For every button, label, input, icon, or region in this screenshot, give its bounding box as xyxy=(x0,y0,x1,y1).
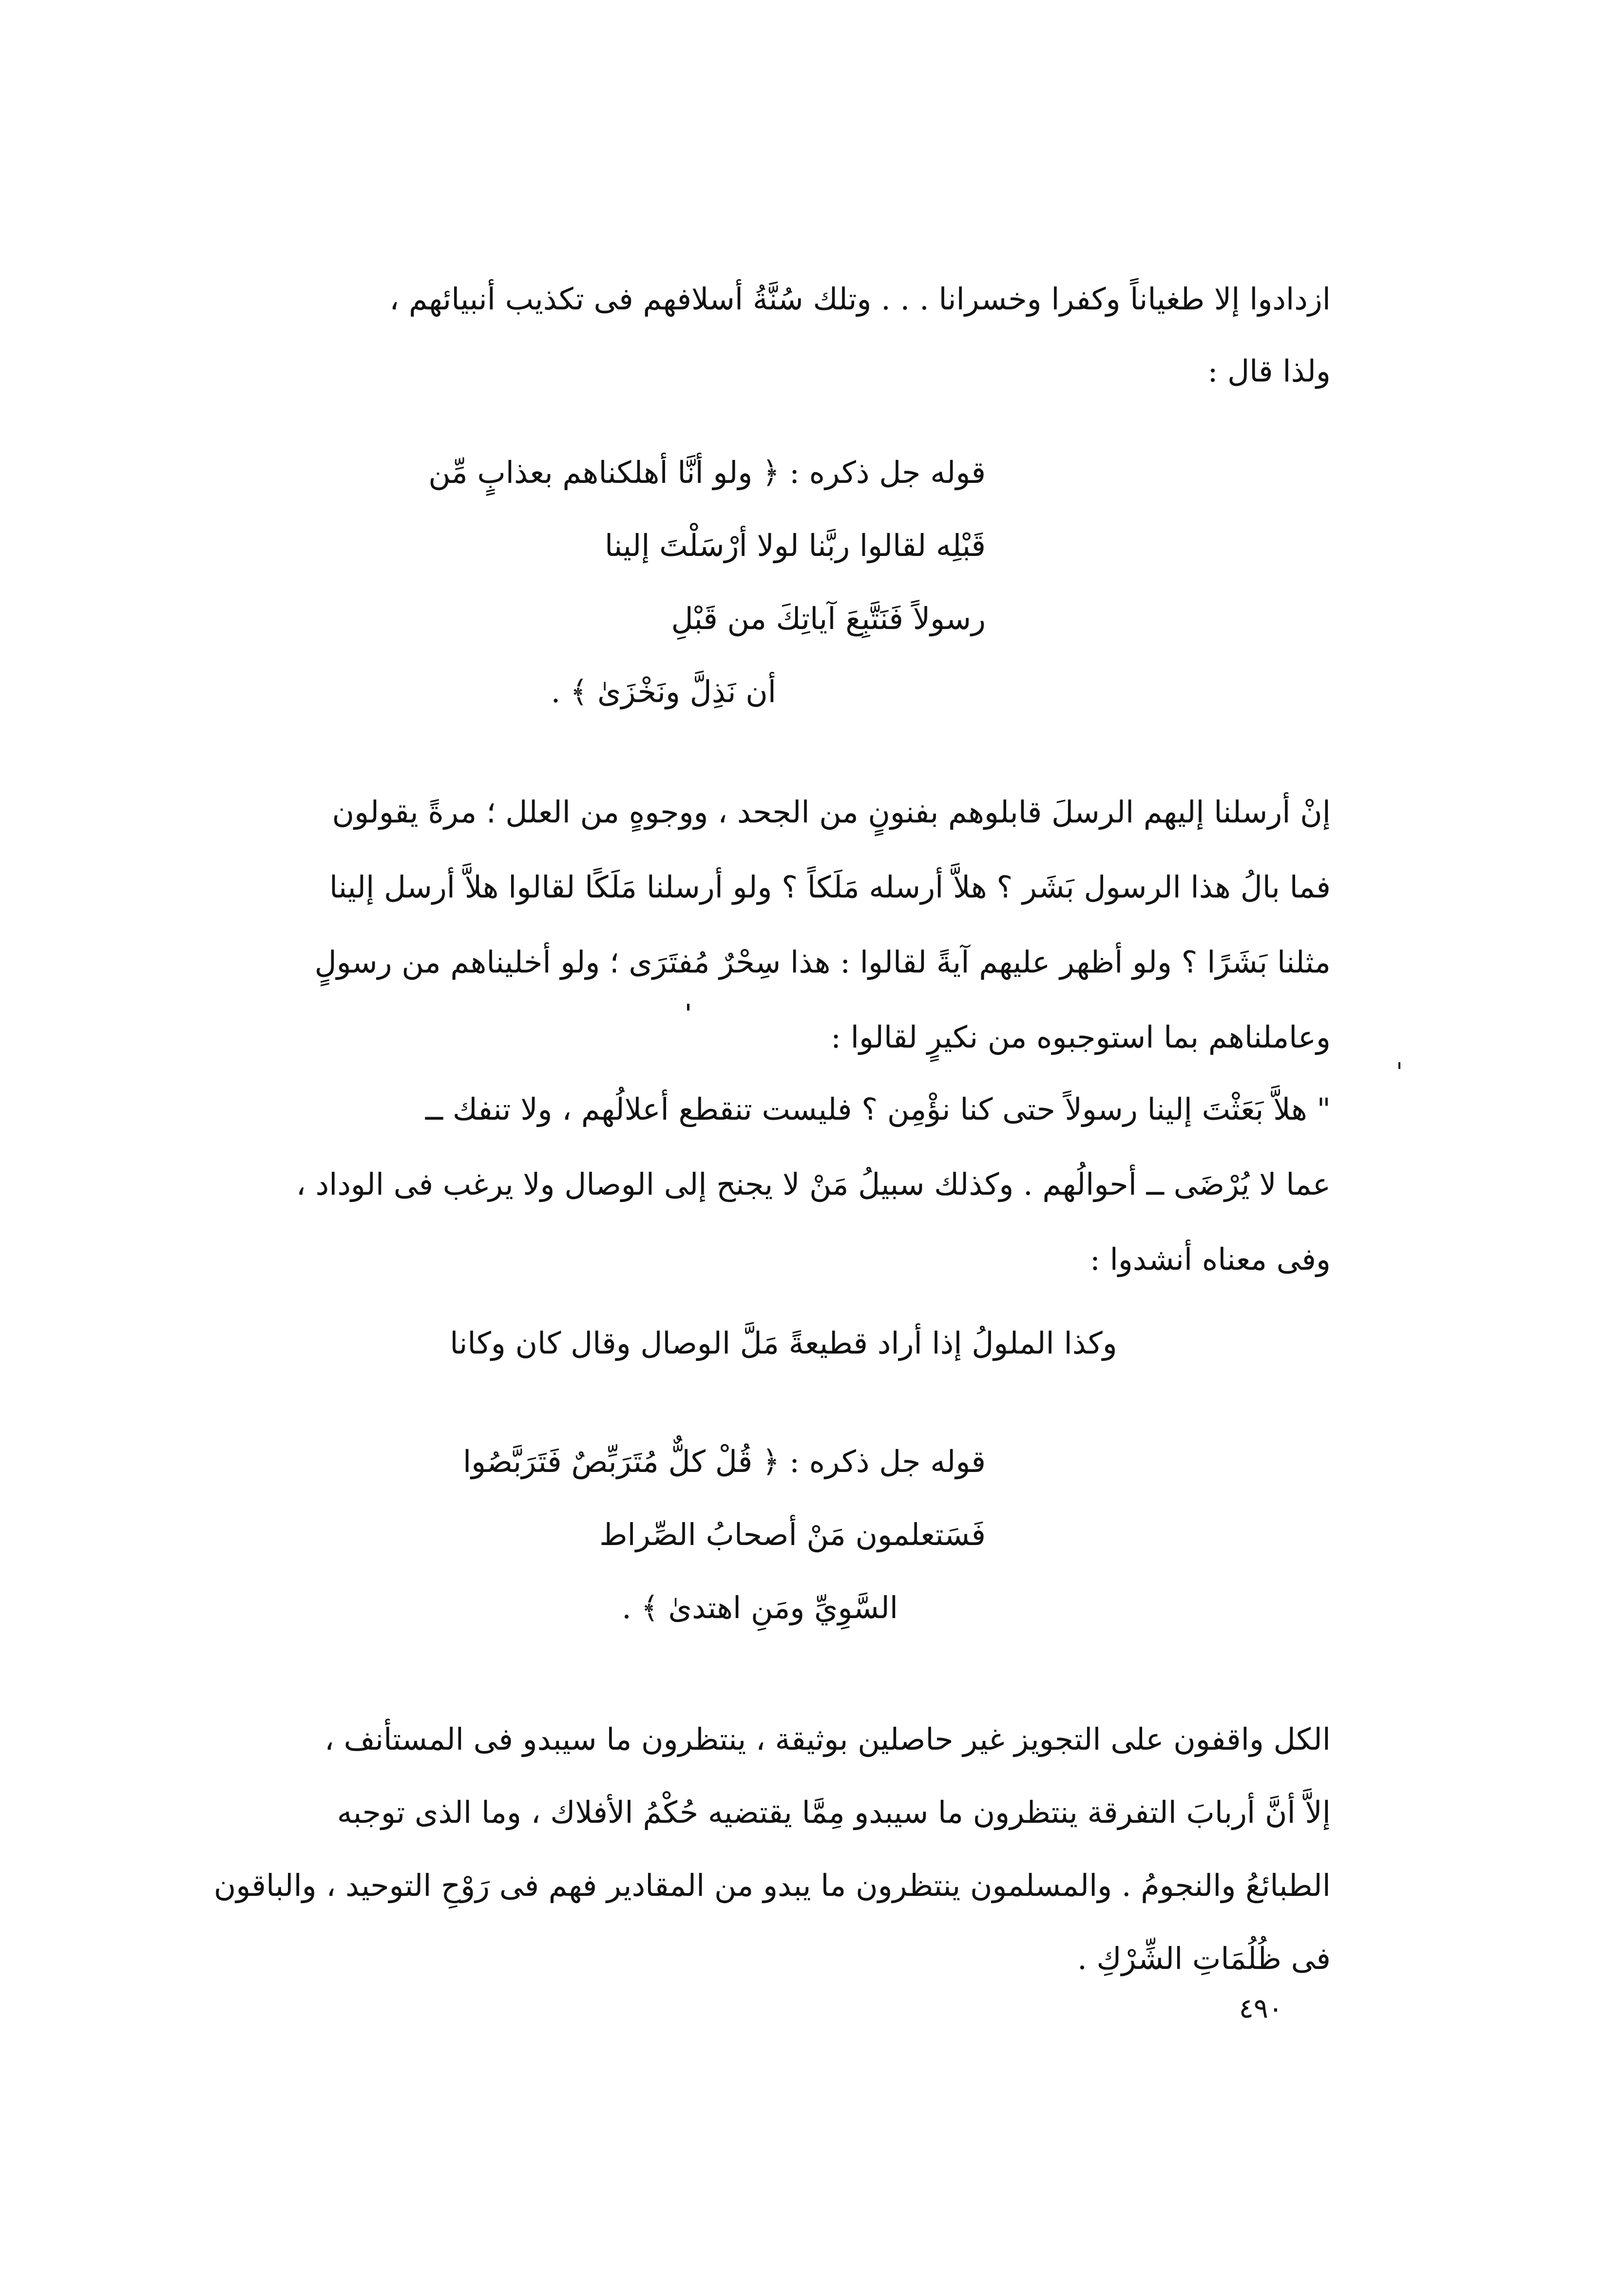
paragraph-2 xyxy=(283,775,1331,1075)
paragraph-4-line: إلاَّ أنَّ أربابَ التفرقة ينتظرون ما سيبدو مِمَّا يقتضيه حُكْمُ الأفلاك ، وما الذى توجبه xyxy=(337,1795,1331,1830)
paragraph-4-line: الطبائعُ والنجومُ . والمسلمون ينتظرون ما يبدو من المقادير فهم فى رَوْحِ التوحيد ، والباقون xyxy=(213,1868,1331,1903)
scan-speck xyxy=(1398,1062,1400,1069)
verse-1-intro: قوله جل ذكره : xyxy=(789,455,986,490)
verse-2-intro: قوله جل ذكره : xyxy=(789,1444,986,1479)
paragraph-2-line: مثلنا بَشَرًا ؟ ولو أظهر عليهم آيةً لقالوا : هذا سِحْرٌ مُفتَرَى ؛ ولو أخليناهم من رسولٍ xyxy=(314,944,1331,980)
scan-speck xyxy=(687,1004,689,1011)
paragraph-3-line: عما لا يُرْضَى ــ أحوالُهم . وكذلك سبيلُ مَنْ لا يجنح إلى الوصال ولا يرغب فى الوداد ، xyxy=(296,1166,1331,1202)
verse-2-text: ﴿ قُلْ كلٌّ مُتَرَبِّصٌ فَتَرَبَّصُوا xyxy=(462,1444,780,1479)
verse-1 xyxy=(279,436,986,728)
paragraph-3-line: وفى معناه أنشدوا : xyxy=(1090,1241,1331,1277)
paragraph-1-line: ولذا قال : xyxy=(1207,353,1331,389)
paragraph-1-line: ازدادوا إلا طغياناً وكفرا وخسرانا . . . وتلك سُنَّةُ أسلافهم فى تكذيب أنبيائهم ، xyxy=(389,281,1331,317)
verse-2 xyxy=(279,1425,986,1644)
verse-2-line: السَّوِيِّ ومَنِ اهتدىٰ ﴾ . xyxy=(622,1590,898,1625)
paragraph-1 xyxy=(307,263,1331,407)
paragraph-4-line: فى ظُلُمَاتِ الشِّرْكِ . xyxy=(1077,1941,1331,1976)
verse-2-line-1 xyxy=(279,1425,986,1498)
paragraph-2-line: إنْ أرسلنا إليهم الرسلَ قابلوهم بفنونٍ من الجحد ، ووجوهٍ من العلل ؛ مرةً يقولون xyxy=(332,794,1331,830)
poem-line: وكذا الملولُ إذا أراد قطيعةً مَلَّ الوصال وقال كان وكانا xyxy=(450,1325,1117,1361)
verse-1-text: ﴿ ولو أنَّا أهلكناهم بعذابٍ مِّن xyxy=(428,455,780,490)
paragraph-2-line: وعاملناهم بما استوجبوه من نكيرٍ لقالوا : xyxy=(831,1019,1331,1055)
paragraph-3-line: " هلاَّ بَعَثْتَ إلينا رسولاً حتى كنا نؤْمِن ؟ فليست تنقطع أعلالُهم ، ولا تنفك ــ xyxy=(425,1091,1331,1127)
paragraph-4-line: الكل واقفون على التجويز غير حاصلين بوثيقة ، ينتظرون ما سيبدو فى المستأنف ، xyxy=(324,1721,1331,1757)
paragraph-3 xyxy=(283,1072,1331,1297)
verse-2-line: فَسَتعلمون مَنْ أصحابُ الصِّراط xyxy=(599,1517,986,1552)
page-number: ٤٩٠ xyxy=(1239,1993,1283,2024)
verse-1-line-1 xyxy=(279,436,986,509)
verse-1-line: قَبْلِه لقالوا ربَّنا لولا أرْسَلْتَ إلينا xyxy=(605,528,986,563)
paragraph-4 xyxy=(213,1703,1331,1995)
verse-1-line: أن نَذِلَّ ونَخْزَىٰ ﴾ . xyxy=(551,674,776,709)
verse-1-line: رسولاً فَنَتَّبِعَ آياتِكَ من قَبْلِ xyxy=(671,601,986,636)
paragraph-2-line: فما بالُ هذا الرسول بَشَر ؟ هلاَّ أرسله مَلَكاً ؟ ولو أرسلنا مَلَكًا لقالوا هلاَّ أرسل إلينا xyxy=(329,869,1331,905)
